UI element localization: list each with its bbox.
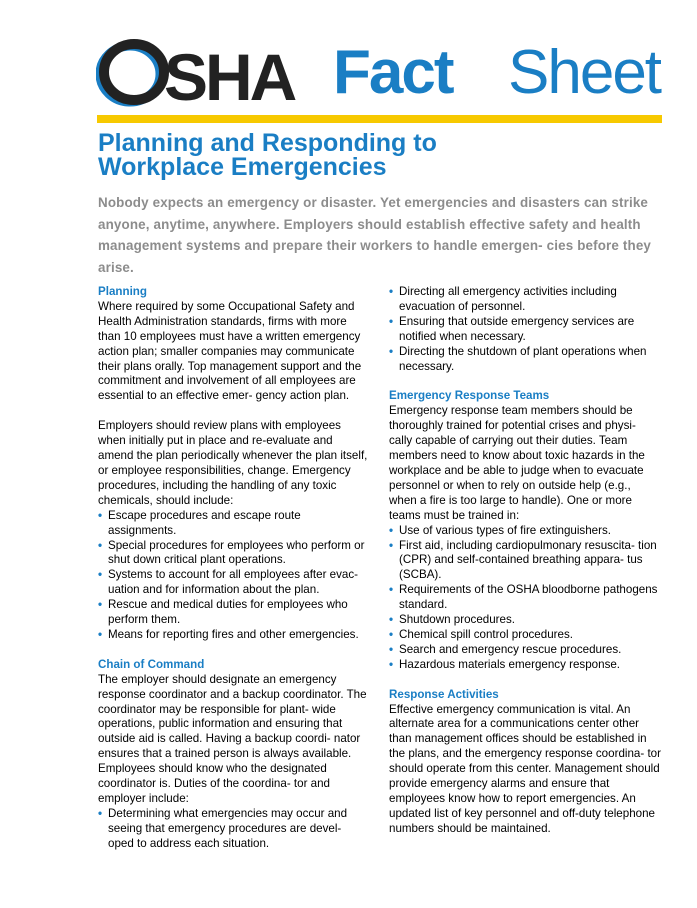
list-item: • Rescue and medical duties for employees who perform them. [98, 598, 348, 627]
bullet-icon: • [389, 285, 394, 298]
response-activities-paragraph: Effective emergency communication is vital. An alternate area for a communications center other than management offices should be established in the plans, and the emergency response coordina- tor should operate from this center. Management should provide emergency alarms and ensure that employees know how to report emergencies. An updated list of key personnel and off-duty telephone numbers should be maintained. [389, 702, 661, 835]
list-item: • Chemical spill control procedures. [389, 627, 573, 641]
bullet-icon: • [98, 568, 103, 582]
list-item: • Escape procedures and escape route assignments. [98, 508, 301, 537]
list-item: • Hazardous materials emergency response. [389, 657, 621, 671]
list-item: • Shutdown procedures. [389, 613, 516, 627]
bullet-icon: • [389, 314, 394, 328]
bullet-icon: • [98, 508, 103, 522]
planning-heading: Planning [98, 285, 147, 298]
yellow-rule [97, 115, 662, 123]
title-line-2: Workplace Emergencies [98, 153, 387, 181]
bullet-icon: • [98, 538, 103, 552]
left-column [98, 285, 370, 852]
list-item: • Requirements of the OSHA bloodborne pathogens standard. [389, 583, 658, 612]
list-item: • Use of various types of fire extinguishers. [389, 523, 612, 537]
osha-logo [96, 34, 331, 110]
response-activities-heading: Response Activities [389, 687, 499, 701]
page-title [98, 131, 658, 179]
intro-paragraph: Nobody expects an emergency or disaster. Yet emergencies and disasters can strike anyone, anytime, anywhere. Employers should establish effective safety and health management systems and prepare their workers to handle emergen- cies before they arise. [98, 195, 652, 275]
masthead [96, 34, 666, 114]
chain-of-command-paragraph: The employer should designate an emergency response coordinator and a backup coordinator. The coordinator may be responsible for plant- wide operations, public information and ensuring that outside aid is called. Having a backup coordi- nator ensures that a trained person is always available. Employees should know who the designated coordinator is. Duties of the coordina- tor and employer include: [98, 672, 367, 805]
list-item: • Determining what emergencies may occur and seeing that emergency procedures are devel- oped to address each situation. [98, 806, 348, 850]
chain-of-command-bullet-list [98, 807, 370, 852]
bullet-icon: • [98, 627, 103, 641]
list-item: • Means for reporting fires and other emergencies. [98, 627, 359, 641]
list-item: • Directing all emergency activities including evacuation of personnel. [389, 285, 617, 313]
fact-wordmark: Fact [333, 38, 453, 107]
bullet-icon: • [389, 657, 394, 671]
planning-paragraph-1: Where required by some Occupational Safety and Health Administration standards, firms with more than 10 employees must have a written emergency action plan; smaller companies may communicate their plans orally. Top management support and the commitment and involvement of all employees are essential to an effective emer- gency action plan. [98, 299, 362, 403]
bullet-icon: • [98, 598, 103, 612]
osha-logo-text: SHA [164, 40, 295, 110]
response-teams-paragraph: Emergency response team members should be thoroughly trained for potential crises and physi- cally capable of carrying out their duties. Team members need to know about toxic hazards in the workplace and be able to judge when to evacuate personnel or when to rely on outside help (e.g., when a fire is too large to handle). One or more teams must be trained in: [389, 404, 645, 522]
bullet-icon: • [389, 613, 394, 627]
list-item: • Search and emergency rescue procedures. [389, 642, 622, 656]
bullet-icon: • [389, 583, 394, 597]
sheet-wordmark: Sheet [508, 38, 661, 107]
list-item: • First aid, including cardiopulmonary resuscita- tion (CPR) and self-contained breathing appara- tus (SCBA). [389, 538, 657, 582]
bullet-icon: • [389, 538, 394, 552]
response-teams-heading: Emergency Response Teams [389, 389, 550, 403]
list-item: • Directing the shutdown of plant operations when necessary. [389, 344, 647, 373]
bullet-icon: • [98, 806, 103, 820]
planning-bullet-list [98, 509, 370, 643]
title-line-1: Planning and Responding to [98, 129, 437, 157]
chain-of-command-heading: Chain of Command [98, 657, 205, 671]
planning-paragraph-2: Employers should review plans with employees when initially put in place and re-evaluate and amend the plan periodically whenever the plan itself, or employee responsibilities, change. Emergency procedures, including the handling of any toxic chemicals, should include: [98, 419, 368, 507]
coordinator-duties-list [389, 285, 661, 374]
list-item: • Special procedures for employees who perform or shut down critical plant operations. [98, 538, 365, 567]
bullet-icon: • [389, 523, 394, 537]
list-item: • Systems to account for all employees after evac- uation and for information about the plan. [98, 568, 359, 597]
list-item: • Ensuring that outside emergency services are notified when necessary. [389, 314, 635, 343]
bullet-icon: • [389, 344, 394, 358]
right-column [389, 285, 661, 837]
bullet-icon: • [389, 642, 394, 656]
bullet-icon: • [389, 627, 394, 641]
response-teams-bullet-list [389, 524, 661, 673]
